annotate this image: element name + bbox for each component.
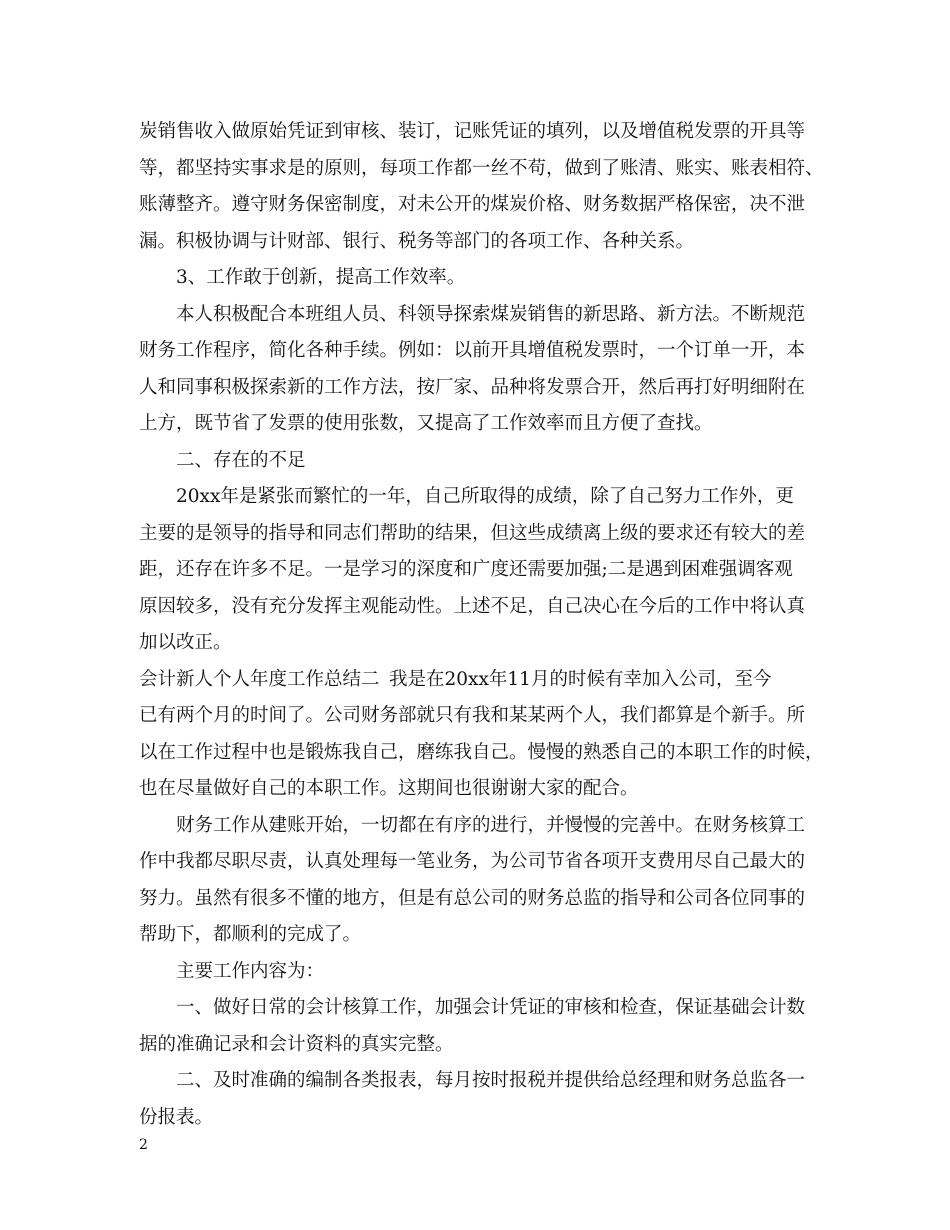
text-line: 人和同事积极探索新的工作方法，按厂家、品种将发票合开，然后再打好明细附在 [139, 376, 806, 398]
text-line: 一、做好日常的会计核算工作，加强会计凭证的审核和检查，保证基础会计数 [176, 997, 806, 1018]
page-number: 2 [139, 1137, 148, 1153]
text-line: 加以改正。 [139, 632, 232, 653]
text-line: 帮助下，都顺利的完成了。 [139, 924, 362, 945]
text-line: 炭销售收入做原始凭证到审核、装订，记账凭证的填列，以及增值税发票的开具等 [139, 121, 806, 142]
text-line: 二、及时准确的编制各类报表，每月按时报税并提供给总经理和财务总监各一 [176, 1070, 806, 1091]
text-line: 账薄整齐。遵守财务保密制度，对未公开的煤炭价格、财务数据严格保密，决不泄 [139, 194, 806, 215]
document-body [139, 114, 824, 1136]
section-heading-line [139, 662, 815, 699]
text-line: 上方，既节省了发票的使用张数，又提高了工作效率而且方便了查找。 [139, 413, 713, 434]
text-line: 已有两个月的时间了。公司财务部就只有我和某某两个人，我们都算是个新手。所 [139, 705, 806, 726]
paragraphs-part-two [139, 698, 824, 1136]
text-line: 二、存在的不足 [176, 449, 306, 471]
paragraphs-part-one [139, 114, 824, 662]
text-line: 财务工作从建账开始，一切都在有序的进行，并慢慢的完善中。在财务核算工 [176, 814, 806, 836]
text-line: 也在尽量做好自己的本职工作。这期间也很谢谢大家的配合。 [139, 778, 639, 799]
text-line: 本人积极配合本班组人员、科领导探索煤炭销售的新思路、新方法。不断规范 [176, 303, 806, 325]
text-line: 据的准确记录和会计资料的真实完整。 [139, 1033, 454, 1055]
text-line: 距，还存在许多不足。一是学习的深度和广度还需要加强;二是遇到困难强调客观 [139, 559, 793, 580]
section-first-line: 我是在20xx年11月的时候有幸加入公司，至今 [389, 668, 772, 690]
text-line: 等，都坚持实事求是的原则，每项工作都一丝不苟，做到了账清、账实、账表相符、 [139, 157, 824, 179]
text-line: 以在工作过程中也是锻炼我自己，磨练我自己。慢慢的熟悉自己的本职工作的时候， [139, 741, 824, 763]
text-line: 财务工作程序，简化各种手续。例如：以前开具增值税发票时，一个订单一开，本 [139, 340, 806, 361]
text-line: 漏。积极协调与计财部、银行、税务等部门的各项工作、各种关系。 [139, 230, 695, 252]
text-line: 主要的是领导的指导和同志们帮助的结果，但这些成绩离上级的要求还有较大的差 [139, 522, 806, 544]
text-line: 份报表。 [139, 1106, 214, 1128]
text-line: 20xx年是紧张而繁忙的一年，自己所取得的成绩，除了自己努力工作外，更 [176, 486, 794, 507]
text-line: 作中我都尽职尽责，认真处理每一笔业务，为公司节省各项开支费用尽自己最大的 [139, 851, 806, 872]
text-line: 原因较多，没有充分发挥主观能动性。上述不足，自己决心在今后的工作中将认真 [139, 595, 806, 617]
text-line: 主要工作内容为： [176, 960, 325, 982]
section-title: 会计新人个人年度工作总结二 [139, 668, 380, 690]
text-line: 3、工作敢于创新，提高工作效率。 [176, 267, 466, 288]
text-line: 努力。虽然有很多不懂的地方，但是有总公司的财务总监的指导和公司各位同事的 [139, 887, 806, 909]
